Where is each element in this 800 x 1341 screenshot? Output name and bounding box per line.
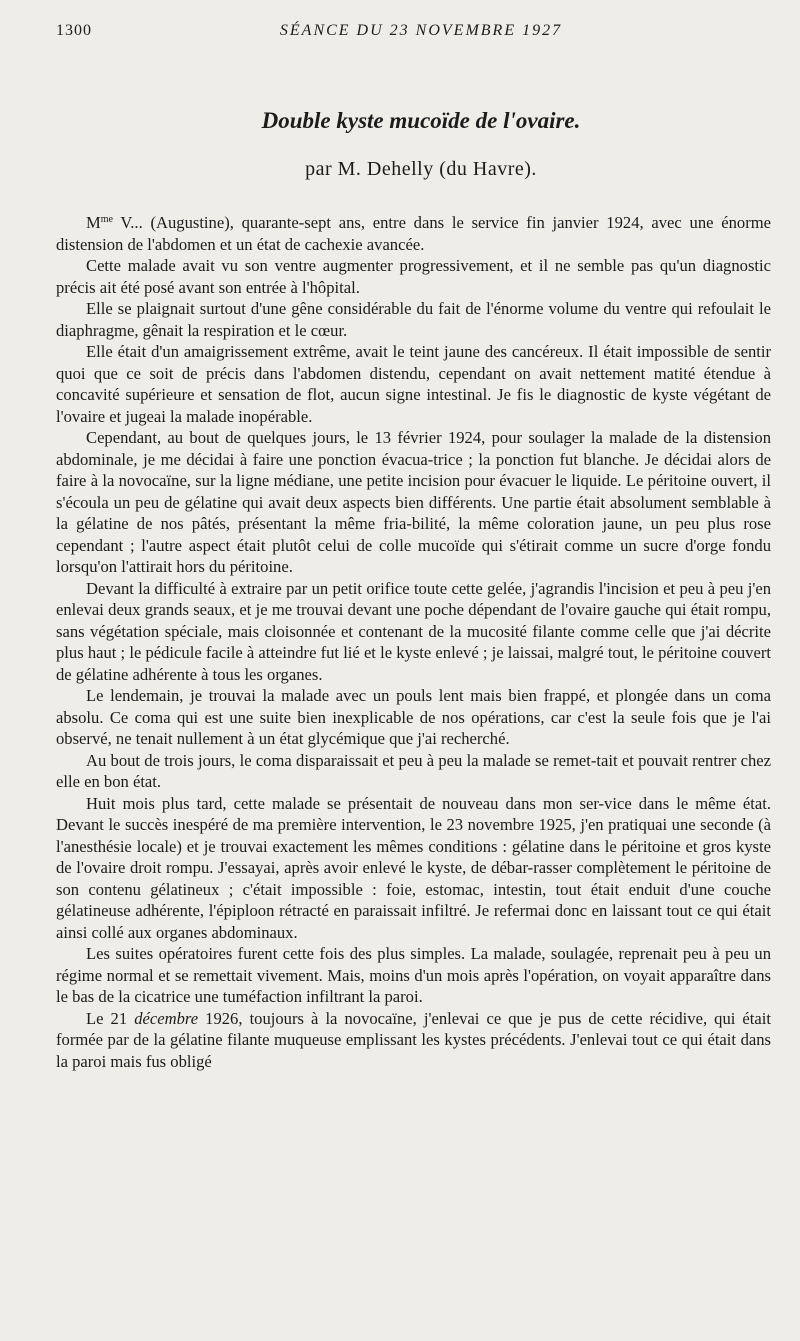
honorific <box>86 213 113 232</box>
article-title: Double kyste mucoïde de l'ovaire. <box>261 108 581 133</box>
paragraph: Cette malade avait vu son ventre augmenter progressivement, et il ne semble pas qu'un diagnostic précis ait été posé avant son entrée à l'hôpital. <box>56 256 771 297</box>
paragraph-lead-italic: décembre <box>134 1008 199 1028</box>
honorific-superscript: me <box>100 214 113 225</box>
paragraph <box>56 212 771 255</box>
paragraph-text: V... (Augustine), quarante-sept ans, entre dans le service fin janvier 1924, avec une énorme distension de l'abdomen et un état de cachexie avancée. <box>56 213 771 254</box>
paragraph <box>56 1008 771 1073</box>
running-title: SÉANCE DU 23 NOVEMBRE 1927 <box>279 22 563 39</box>
paragraph: Au bout de trois jours, le coma disparaissait et peu à peu la malade se remet-tait et pouvait rentrer chez elle en bon état. <box>56 750 771 791</box>
honorific-letter: M <box>86 213 101 232</box>
paragraph: Huit mois plus tard, cette malade se présentait de nouveau dans mon ser-vice dans le même état. Devant le succès inespéré de ma première intervention, le 23 novembre 1925, j'en pratiquai une seconde (à l'anesthésie locale) et je trouvai exactement les mêmes conditions : gélatine dans le péritoine et gros kyste de l'ovaire droit rompu. J'essayai, après avoir enlevé le kyste, de débar-rasser complètement le péritoine de son contenu gélatineux ; c'était impossible : foie, estomac, intestin, tout était enduit d'une couche gélatineuse adhérente, l'épiploon rétracté en paraissait infiltré. Je refermai donc en laissant tout ce qui était ainsi collé aux organes abdominaux. <box>56 793 771 942</box>
page-number: 1300 <box>56 22 92 39</box>
article-body <box>56 212 771 1072</box>
paragraph-text: 1926, toujours à la novocaïne, j'enlevai ce que je pus de cette récidive, qui était formée par de la gélatine filante muqueuse emplissant les kystes précédents. J'enlevai tout ce qui était dans la paroi mais fus obligé <box>56 1008 771 1071</box>
article-byline: par M. Dehelly (du Havre). <box>305 158 537 180</box>
paragraph: Les suites opératoires furent cette fois des plus simples. La malade, soulagée, reprenait peu à peu un régime normal et se remettait vivement. Mais, moins d'un mois après l'opération, on voyait apparaître dans le bas de la cicatrice une tuméfaction infiltrant la paroi. <box>56 944 771 1006</box>
paragraph: Elle se plaignait surtout d'une gêne considérable du fait de l'énorme volume du ventre qui refoulait le diaphragme, gênait la respiration et le cœur. <box>56 299 771 340</box>
paragraph: Elle était d'un amaigrissement extrême, avait le teint jaune des cancéreux. Il était impossible de sentir quoi que ce soit de précis dans l'abdomen distendu, cependant on avait nettement matité étendue à concavité supérieure et sensation de flot, aucun signe intestinal. Je fis le diagnostic de kyste végétant de l'ovaire et jugeai la malade inopérable. <box>56 342 771 426</box>
paragraph: Le lendemain, je trouvai la malade avec un pouls lent mais bien frappé, et plongée dans un coma absolu. Ce coma qui est une suite bien inexplicable de nos opérations, car c'est la seule fois que je l'ai observé, ne tenait nullement à un état glycémique que j'ai recherché. <box>56 686 771 748</box>
paragraph: Cependant, au bout de quelques jours, le 13 février 1924, pour soulager la malade de la distension abdominale, je me décidai à faire une ponction évacua-trice ; la ponction fut blanche. Je décidai alors de faire à la novocaïne, sur la ligne médiane, une petite incision pour évacuer le liquide. Le péritoine ouvert, il s'écoula un peu de gélatine qui avait deux aspects bien différents. Une partie était absolument semblable à la gélatine de nos pâtés, présentant la même fria-bilité, la même coloration jaune, un peu plus rose cependant ; l'autre aspect était plutôt celui de colle mucoïde qui s'étirait comme un sucre d'orge fondu lorsqu'on l'attirait hors du péritoine. <box>56 428 771 576</box>
paragraph-lead: Le 21 <box>86 1008 135 1028</box>
paragraph: Devant la difficulté à extraire par un petit orifice toute cette gelée, j'agrandis l'incision et peu à peu j'en enlevai deux grands seaux, et je me trouvai devant une poche dépendant de l'ovaire gauche qui était rompu, sans végétation spéciale, mais cloisonnée et contenant de la mucosité filante comme celle que j'ai décrite plus haut ; le pédicule facile à atteindre fut lié et le kyste enlevé ; je laissai, malgré tout, le péritoine couvert de gélatine adhérente à tous les organes. <box>56 578 771 684</box>
running-header <box>56 22 786 46</box>
